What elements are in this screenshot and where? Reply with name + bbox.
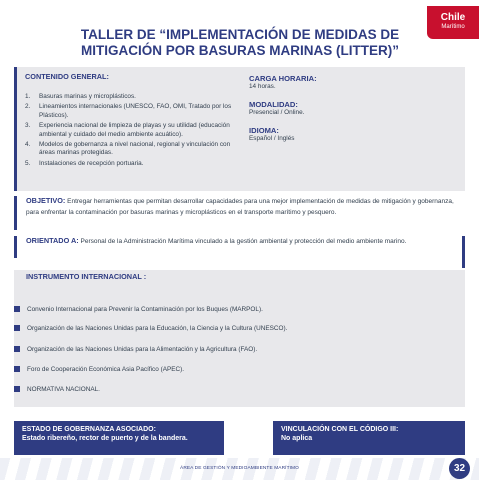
carga-horaria (249, 74, 317, 92)
page-title (55, 27, 425, 59)
page-number: 32 (449, 458, 470, 479)
vinculacion-heading: VINCULACIÓN CON EL CÓDIGO III: (281, 426, 399, 433)
contenido-item: 1. Basuras marinas y microplásticos. (25, 93, 136, 100)
orientado-block (26, 236, 458, 248)
contenido-item: 4. Modelos de gobernanza a nivel nacional, regional y vinculación con áreas marinas protegidas. (25, 140, 231, 157)
orientado-text: Personal de la Administración Marítima vinculado a la gestión ambiental y protección del medio ambiente marino. (80, 238, 407, 245)
title-line-1: TALLER DE “IMPLEMENTACIÓN DE MEDIDAS DE (80, 27, 400, 42)
logo-sub: Marítimo (441, 24, 465, 30)
orientado-label: ORIENTADO A: (26, 236, 79, 245)
contenido-item: 2. Lineamientos internacionales (UNESCO, FAO, OMI, Tratado por los Plásticos). (25, 103, 232, 119)
estado-value: Estado ribereño, rector de puerto y de la bandera. (22, 435, 188, 442)
bullet-square-icon (14, 306, 20, 312)
contenido-item: 3. Experiencia nacional de limpieza de playas y su utilidad (educación ambiental y cuidado del medio ambiente acuático). (25, 121, 230, 138)
bullet-square-icon (14, 366, 20, 372)
orientado-right-bar (462, 236, 465, 268)
instrumento-heading: INSTRUMENTO INTERNACIONAL : (26, 272, 147, 281)
bullet-square-icon (14, 386, 20, 392)
modalidad-heading: MODALIDAD: (249, 100, 298, 109)
chile-maritimo-logo (427, 6, 479, 39)
title-line-2: MITIGACIÓN POR BASURAS MARINAS (LITTER)” (81, 43, 399, 58)
contenido-item: 5. Instalaciones de recepción portuaria. (25, 159, 144, 167)
contenido-heading: CONTENIDO GENERAL: (25, 72, 109, 81)
estado-heading: ESTADO DE GOBERNANZA ASOCIADO: (22, 426, 156, 433)
orientado-accent-bar (14, 236, 17, 258)
carga-heading: CARGA HORARIA: (249, 74, 317, 83)
vinculacion-value: No aplica (281, 435, 313, 442)
contenido-accent-bar (14, 67, 17, 191)
logo-word: Chile (440, 12, 466, 23)
estado-gobernanza-box (14, 421, 224, 455)
modalidad-value: Presencial / Online. (249, 109, 305, 116)
objetivo-text: Entregar herramientas que permitan desarrollar capacidades para una mejor implementación de medidas de mitigación y gobernanza, para enfrentar la contaminación por basuras marinas y microplásticos en el transporte marítimo y pesquero. (26, 198, 454, 216)
vinculacion-box (273, 421, 465, 455)
objetivo-accent-bar (14, 196, 17, 230)
contenido-list (25, 93, 240, 170)
objetivo-block (26, 196, 458, 219)
footer-text: ÁREA DE GESTIÓN Y MEDIOAMBIENTE MARÍTIMO (180, 466, 299, 471)
idioma-heading: IDIOMA: (249, 126, 279, 135)
objetivo-label: OBJETIVO: (26, 196, 66, 205)
carga-value: 14 horas. (249, 83, 276, 90)
idioma (249, 126, 294, 144)
bullet-square-icon (14, 346, 20, 352)
bullet-square-icon (14, 325, 20, 331)
modalidad (249, 100, 304, 118)
idioma-value: Español / Inglés (249, 135, 295, 142)
